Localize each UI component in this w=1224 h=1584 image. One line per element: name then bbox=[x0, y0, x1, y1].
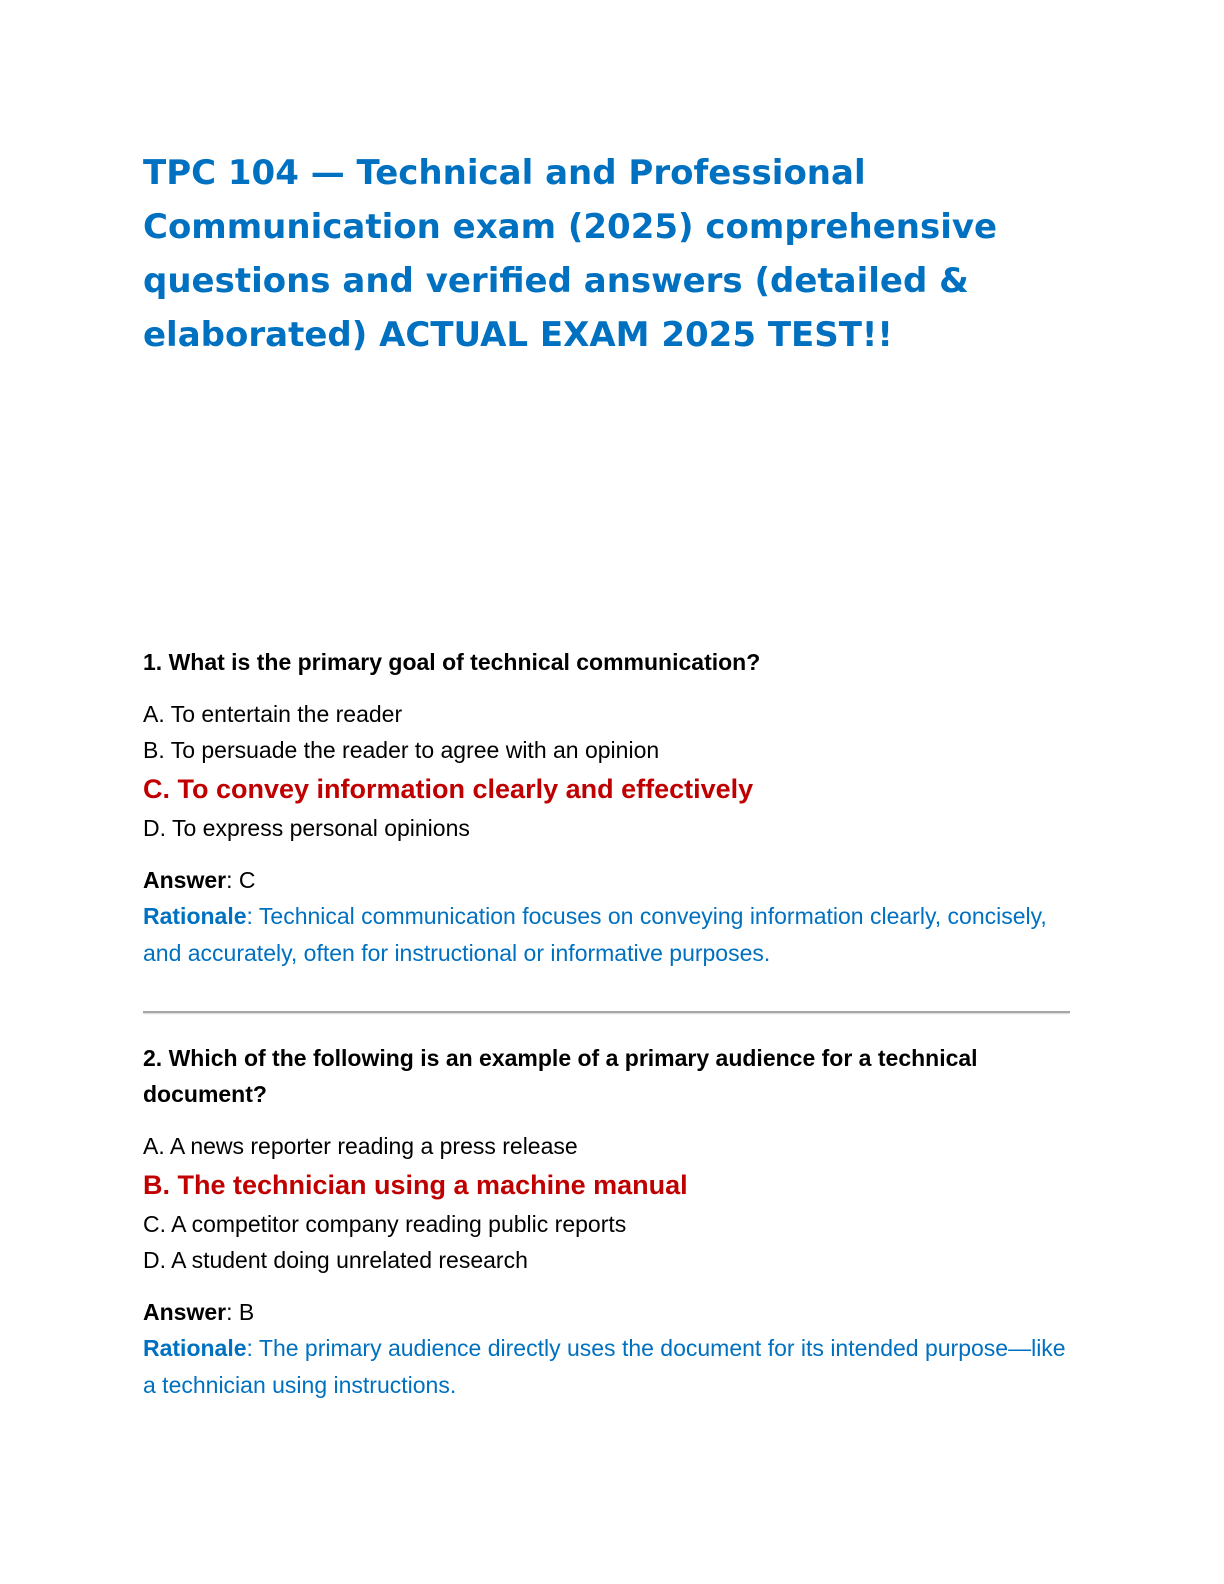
answer-line bbox=[143, 1294, 1073, 1330]
answer-line bbox=[143, 862, 1073, 898]
document-title: TPC 104 — Technical and Professional Communication exam (2025) comprehensive questions and verified answers (detailed & elaborated) ACTUAL EXAM 2025 TEST!! bbox=[143, 153, 998, 355]
question-text: 1. What is the primary goal of technical communication? bbox=[143, 649, 761, 675]
option-c-correct: C. To convey information clearly and effectively bbox=[143, 774, 754, 804]
question-text: 2. Which of the following is an example of a primary audience for a technical document? bbox=[143, 1045, 978, 1107]
option-b: B. To persuade the reader to agree with an opinion bbox=[143, 737, 660, 763]
question-1 bbox=[143, 644, 1073, 972]
rationale-text: : Technical communication focuses on conveying information clearly, concisely, and accurately, often for instructional or informative purposes. bbox=[143, 903, 1047, 966]
answer-value: : B bbox=[226, 1299, 255, 1325]
document-page bbox=[143, 0, 1073, 1584]
option-list bbox=[143, 1128, 1073, 1278]
rationale-line bbox=[143, 898, 1073, 972]
option-d: D. A student doing unrelated research bbox=[143, 1247, 528, 1273]
question-2 bbox=[143, 1040, 1073, 1404]
rationale-line bbox=[143, 1330, 1073, 1404]
option-b-correct: B. The technician using a machine manual bbox=[143, 1170, 688, 1200]
answer-label: Answer bbox=[143, 1299, 227, 1325]
rationale-label: Rationale bbox=[143, 903, 247, 929]
answer-value: : C bbox=[226, 867, 256, 893]
answer-label: Answer bbox=[143, 867, 227, 893]
rationale-text: : The primary audience directly uses the document for its intended purpose—like a technician using instructions. bbox=[143, 1335, 1066, 1398]
option-a: A. A news reporter reading a press release bbox=[143, 1133, 578, 1159]
option-a: A. To entertain the reader bbox=[143, 701, 403, 727]
option-list bbox=[143, 696, 1073, 846]
option-d: D. To express personal opinions bbox=[143, 815, 470, 841]
rationale-label: Rationale bbox=[143, 1335, 247, 1361]
section-divider bbox=[143, 1011, 1070, 1013]
option-c: C. A competitor company reading public reports bbox=[143, 1211, 627, 1237]
